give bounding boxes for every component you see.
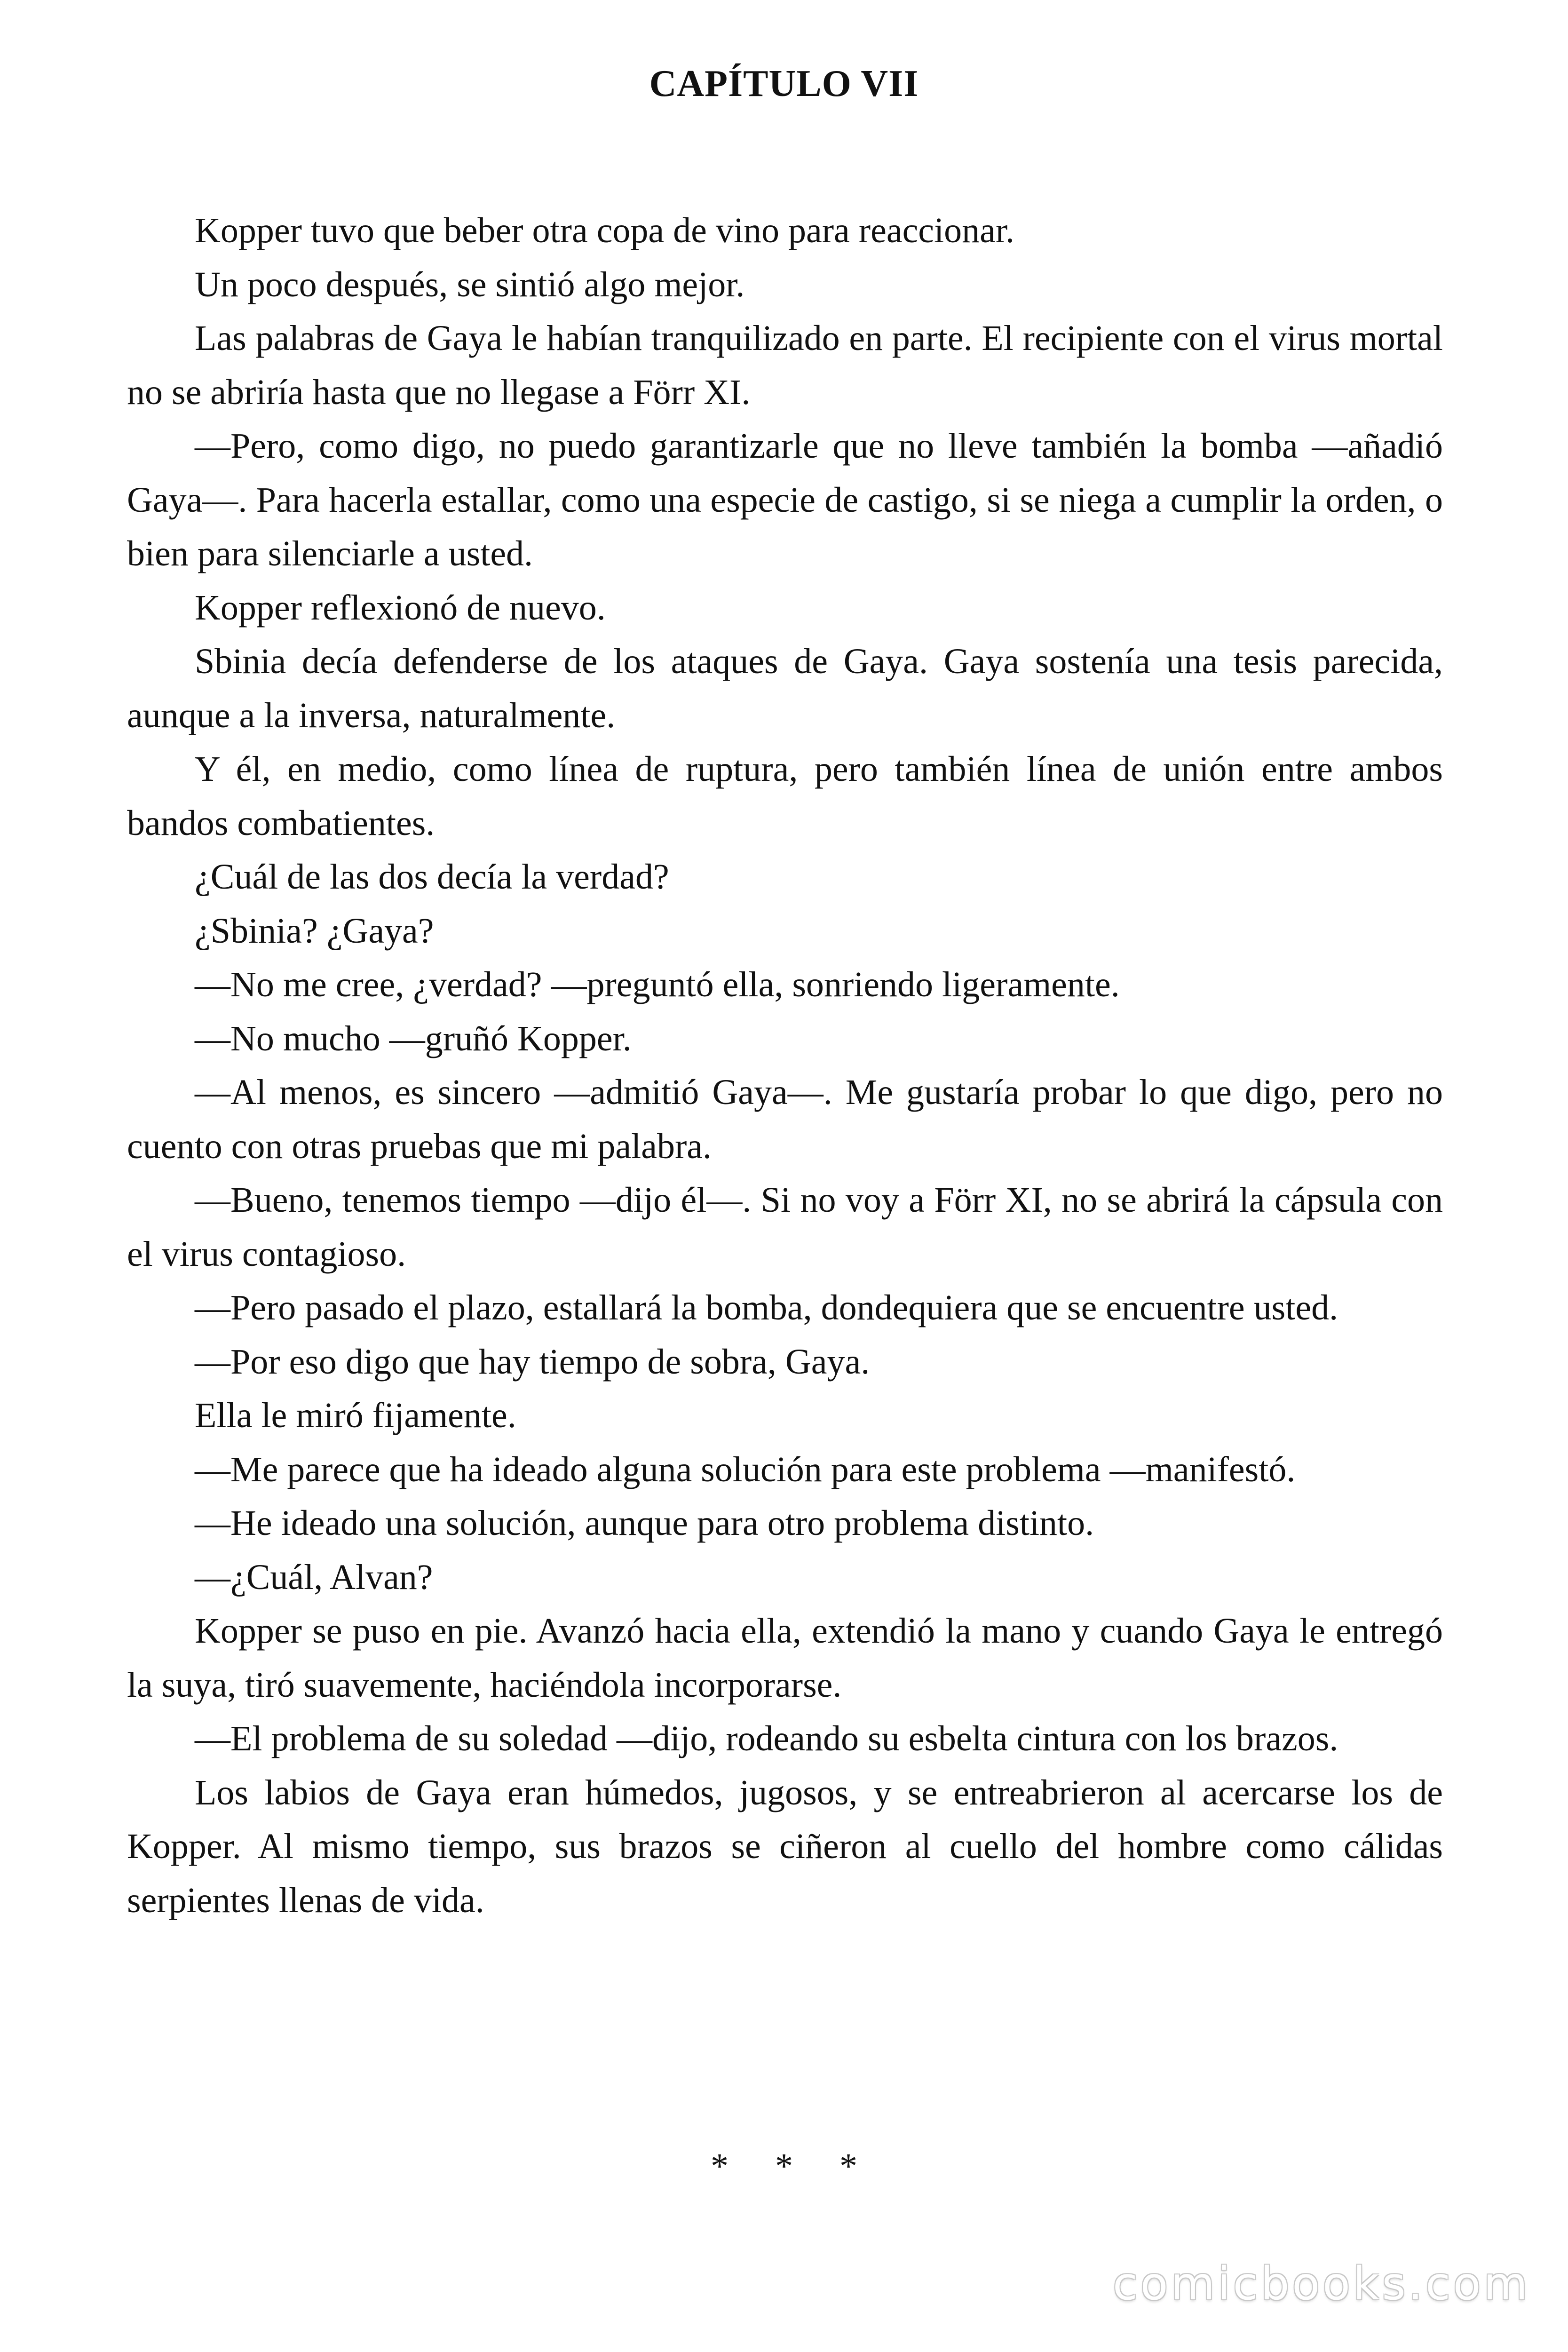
paragraph: Kopper se puso en pie. Avanzó hacia ella, extendió la mano y cuando Gaya le entregó la suya, tiró suavemente, haciéndola incorporarse. xyxy=(127,1611,1443,1705)
paragraph: Y él, en medio, como línea de ruptura, pero también línea de unión entre ambos bandos combatientes. xyxy=(127,749,1443,843)
section-separator: * * * xyxy=(711,2146,857,2186)
paragraph: —Al menos, es sincero —admitió Gaya—. Me gustaría probar lo que digo, pero no cuento con otras pruebas que mi palabra. xyxy=(127,1073,1443,1166)
paragraph: Un poco después, se sintió algo mejor. xyxy=(195,264,745,304)
paragraph: Ella le miró fijamente. xyxy=(195,1396,516,1435)
paragraph: —¿Cuál, Alvan? xyxy=(195,1557,433,1597)
paragraph: Kopper reflexionó de nuevo. xyxy=(195,588,606,628)
paragraph: ¿Cuál de las dos decía la verdad? xyxy=(195,857,669,897)
paragraph: Kopper tuvo que beber otra copa de vino para reaccionar. xyxy=(195,211,1014,250)
paragraph: —No mucho —gruñó Kopper. xyxy=(195,1018,632,1058)
paragraph: Los labios de Gaya eran húmedos, jugosos, y se entreabrieron al acercarse los de Kopper. Al mismo tiempo, sus brazos se ciñeron al cuello del hombre como cálidas serpientes llenas de vida. xyxy=(127,1772,1443,1920)
paragraph: Las palabras de Gaya le habían tranquilizado en parte. El recipiente con el virus mortal no se abriría hasta que no llegase a Förr XI. xyxy=(127,318,1443,412)
paragraph: —Pero pasado el plazo, estallará la bomba, dondequiera que se encuentre usted. xyxy=(195,1288,1338,1327)
paragraph: —Bueno, tenemos tiempo —dijo él—. Si no voy a Förr XI, no se abrirá la cápsula con el virus contagioso. xyxy=(127,1180,1443,1274)
watermark-logo: comicbooks.com xyxy=(1112,2257,1530,2310)
paragraph: —Me parece que ha ideado alguna solución para este problema —manifestó. xyxy=(195,1449,1296,1489)
paragraph: —He ideado una solución, aunque para otro problema distinto. xyxy=(195,1503,1094,1543)
paragraph: —Por eso digo que hay tiempo de sobra, Gaya. xyxy=(195,1342,870,1382)
paragraph: —El problema de su soledad —dijo, rodeando su esbelta cintura con los brazos. xyxy=(195,1719,1338,1758)
chapter-title: CAPÍTULO VII xyxy=(649,63,919,104)
paragraph: ¿Sbinia? ¿Gaya? xyxy=(195,911,434,951)
chapter-body xyxy=(127,204,1443,1927)
paragraph: Sbinia decía defenderse de los ataques de Gaya. Gaya sostenía una tesis parecida, aunque a la inversa, naturalmente. xyxy=(127,642,1443,735)
paragraph: —Pero, como digo, no puedo garantizarle que no lleve también la bomba —añadió Gaya—. Para hacerla estallar, como una especie de castigo, si se niega a cumplir la orden, o bien para silenciarle a usted. xyxy=(127,426,1443,573)
paragraph: —No me cree, ¿verdad? —preguntó ella, sonriendo ligeramente. xyxy=(195,965,1120,1004)
